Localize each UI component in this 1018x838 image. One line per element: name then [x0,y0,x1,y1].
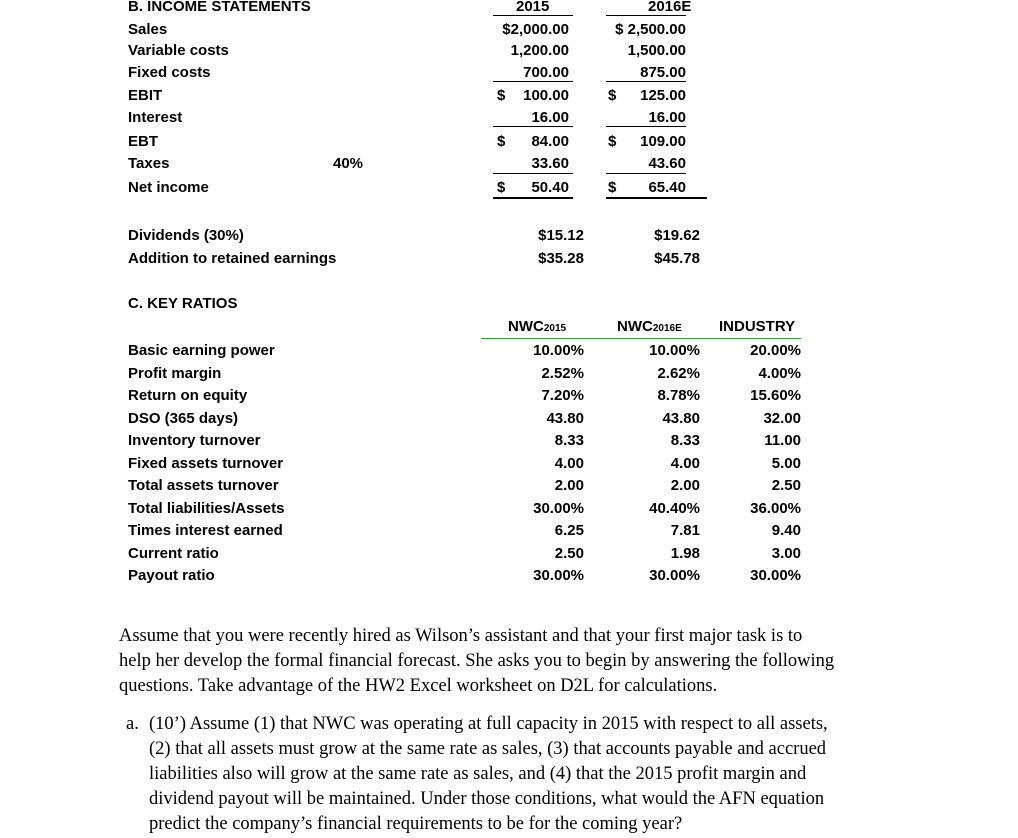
income-2015-value: 16.00 [531,109,569,126]
rule [493,15,573,16]
income-2015-value: 50.40 [531,179,569,196]
ratio-industry-value: 3.00 [771,545,801,562]
dollar-sign: $ [608,87,617,104]
retained-2016e: $45.78 [654,250,700,267]
ratio-nwc2015-value: 4.00 [554,455,584,472]
dollar-sign: $ [608,133,617,150]
ratio-industry-value: 5.00 [771,455,801,472]
ratio-label: DSO (365 days) [128,410,239,427]
income-2016e-value: 65.40 [648,179,686,196]
ratio-nwc2016e-value: 2.62% [657,365,700,382]
intro-line: Assume that you were recently hired as Wilson’s assistant and that your first major task is to [119,626,803,646]
dollar-sign: $ [608,179,617,196]
ratio-nwc2015-value: 2.52% [541,365,584,382]
ratios-header-nwc-2015 [508,318,566,338]
income-row-label: Fixed costs [128,64,211,81]
tax-rate: 40% [333,155,364,172]
dividends-label: Dividends (30%) [128,227,244,244]
rule [606,173,686,174]
question-line: (2) that all assets must grow at the same rate as sales, (3) that accounts payable and accrued [149,739,827,759]
ratio-label: Payout ratio [128,567,215,584]
retained-2015: $35.28 [538,250,584,267]
ratio-nwc2016e-value: 4.00 [670,455,700,472]
income-2016e-value: 43.60 [648,155,686,172]
ratio-label: Inventory turnover [128,432,261,449]
ratio-industry-value: 36.00% [750,500,801,517]
income-2016e-value: $ 2,500.00 [615,21,686,38]
income-2015-value: $2,000.00 [502,21,569,38]
question-line: dividend payout will be maintained. Under those conditions, what would the AFN equation [149,789,825,809]
question-line: liabilities also will grow at the same rate as sales, and (4) that the 2015 profit margin and [149,764,807,784]
income-2016e-value: 16.00 [648,109,686,126]
income-2015-value: 33.60 [531,155,569,172]
ratio-industry-value: 4.00% [758,365,801,382]
ratio-industry-value: 30.00% [750,567,801,584]
ratio-industry-value: 15.60% [750,387,801,404]
income-row-label: Sales [128,21,168,38]
header-nwc: NWC [508,318,544,335]
ratio-nwc2015-value: 2.00 [554,477,584,494]
dollar-sign: $ [497,179,506,196]
ratio-nwc2016e-value: 8.78% [657,387,700,404]
ratio-nwc2015-value: 6.25 [554,522,584,539]
retained-label: Addition to retained earnings [128,250,337,267]
header-nwc: NWC [617,318,653,335]
ratio-nwc2016e-value: 1.98 [670,545,700,562]
ratio-nwc2016e-value: 10.00% [649,342,700,359]
rule [493,126,573,127]
ratio-label: Profit margin [128,365,222,382]
dividends-2015: $15.12 [538,227,584,244]
ratio-label: Basic earning power [128,342,275,359]
intro-line: help her develop the formal financial forecast. She asks you to begin by answering the following [119,651,835,671]
income-2016e-value: 1,500.00 [627,42,686,59]
ratio-nwc2015-value: 2.50 [554,545,584,562]
ratio-nwc2016e-value: 40.40% [649,500,700,517]
col-header-2016e: 2016E [648,0,692,15]
ratio-label: Current ratio [128,545,219,562]
header-year: 2015 [543,323,567,334]
income-2016e-value: 109.00 [640,133,686,150]
ratios-title: C. KEY RATIOS [128,295,238,312]
col-header-2015: 2015 [516,0,550,15]
ratio-label: Times interest earned [128,522,283,539]
ratios-header-industry: INDUSTRY [719,318,796,335]
income-2016e-value: 875.00 [640,64,686,81]
income-row-label: EBIT [128,87,163,104]
rule [493,81,573,82]
ratio-nwc2016e-value: 7.81 [670,522,700,539]
ratio-industry-value: 20.00% [750,342,801,359]
ratio-industry-value: 11.00 [764,432,801,449]
income-2015-value: 700.00 [523,64,569,81]
ratio-nwc2015-value: 7.20% [541,387,584,404]
ratio-nwc2015-value: 10.00% [533,342,584,359]
ratio-nwc2016e-value: 30.00% [649,567,700,584]
rule [606,81,686,82]
intro-line: questions. Take advantage of the HW2 Excel worksheet on D2L for calculations. [119,676,718,696]
dollar-sign: $ [497,133,506,150]
ratio-label: Fixed assets turnover [128,455,284,472]
rule [493,173,573,174]
ratio-nwc2015-value: 8.33 [554,432,584,449]
ratio-industry-value: 2.50 [771,477,801,494]
ratio-nwc2015-value: 30.00% [533,567,584,584]
income-2015-value: 1,200.00 [510,42,569,59]
rule [606,15,686,16]
ratio-industry-value: 32.00 [763,410,801,427]
income-row-label: EBT [128,133,158,150]
income-row-label: Taxes [128,155,170,172]
income-2015-value: 84.00 [531,133,569,150]
income-row-label: Variable costs [128,42,229,59]
income-2015-value: 100.00 [523,87,569,104]
ratio-label: Return on equity [128,387,248,404]
ratio-label: Total assets turnover [128,477,279,494]
dividends-2016e: $19.62 [654,227,700,244]
ratio-nwc2015-value: 30.00% [533,500,584,517]
header-year: 2016E [652,323,682,334]
question-line: predict the company’s financial requirements to be for the coming year? [149,814,683,834]
income-2016e-value: 125.00 [640,87,686,104]
income-row-label: Net income [128,179,209,196]
dollar-sign: $ [497,87,506,104]
double-rule [606,197,707,199]
rule [606,126,686,127]
ratio-nwc2016e-value: 2.00 [670,477,700,494]
ratio-nwc2016e-value: 43.80 [662,410,700,427]
ratios-header-nwc-2016e [617,318,682,338]
question-line: (10’) Assume (1) that NWC was operating at full capacity in 2015 with respect to all assets, [149,714,828,734]
header-rule [481,338,801,339]
ratio-nwc2016e-value: 8.33 [670,432,700,449]
ratio-label: Total liabilities/Assets [128,500,285,517]
income-title: B. INCOME STATEMENTS [128,0,311,15]
income-row-label: Interest [128,109,183,126]
ratio-industry-value: 9.40 [771,522,801,539]
ratio-nwc2015-value: 43.80 [546,410,584,427]
question-marker: a. [126,714,139,734]
double-rule [493,197,573,199]
